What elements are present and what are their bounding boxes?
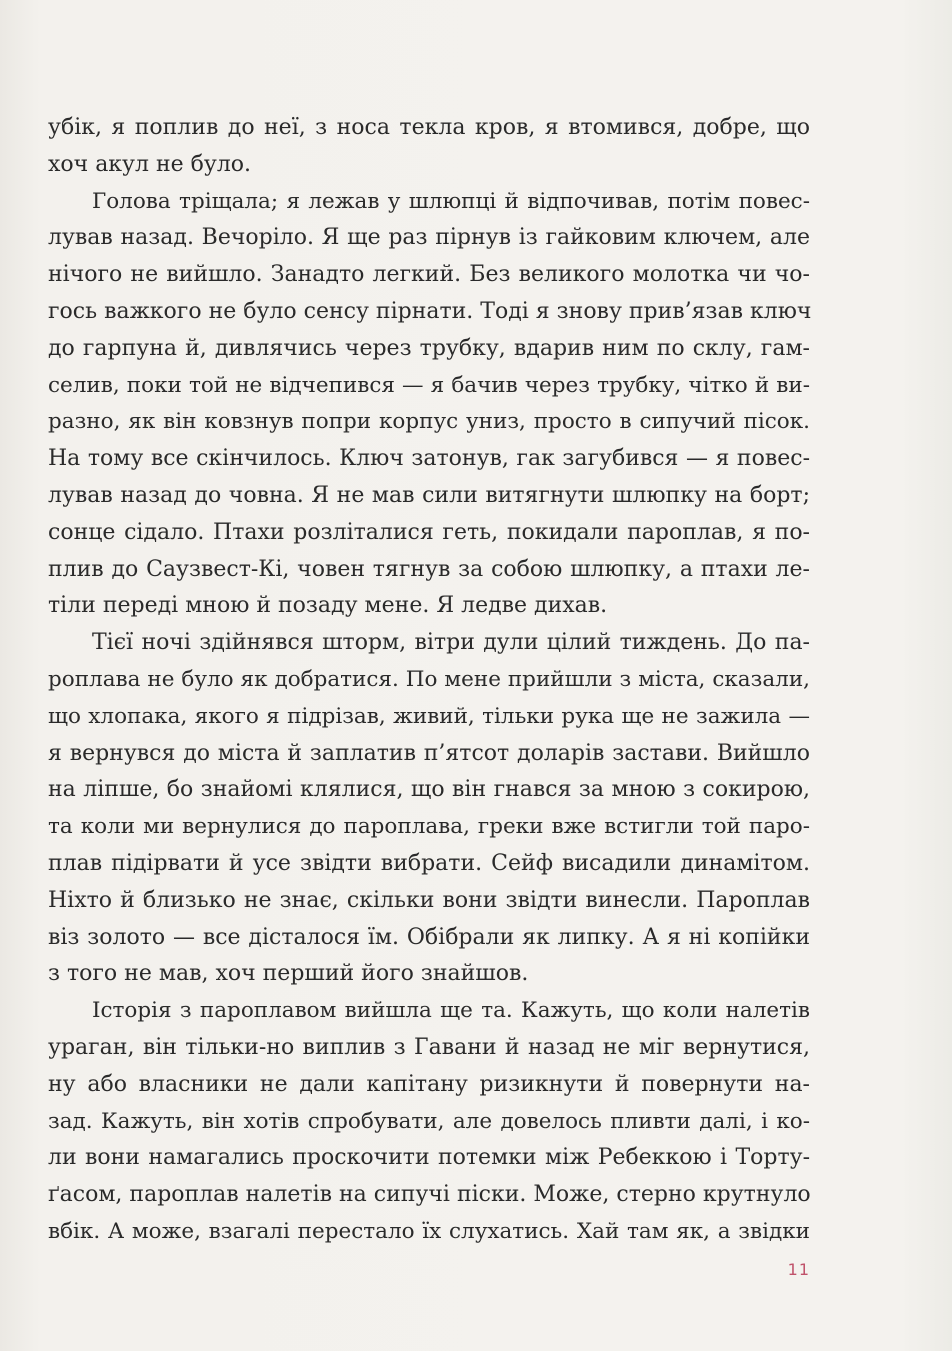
text-line: та коли ми вернулися до пароплава, греки вже встигли той паро- [48, 814, 810, 840]
text-line: селив, поки той не відчепився — я бачив через трубку, чітко й ви- [48, 372, 810, 398]
body-text [48, 110, 810, 1251]
text-line: ли вони намагались проскочити потемки між Ребеккою і Торту- [48, 1145, 810, 1171]
text-line: Ніхто й близько не знає, скільки вони звідти винесли. Пароплав [48, 887, 810, 913]
text-line: ну або власники не дали капітану ризикнути й повернути на- [48, 1071, 810, 1097]
text-line: разно, як він ковзнув попри корпус униз, просто в сипучий пісок. [48, 409, 810, 435]
text-line: я вернувся до міста й заплатив п’ятсот доларів застави. Вийшло [48, 740, 810, 766]
text-line: віз золото — все дісталося їм. Обібрали як липку. А я ні копійки [48, 924, 810, 950]
text-line: Голова тріщала; я лежав у шлюпці й відпочивав, потім повес- [92, 188, 810, 214]
page-number: 11 [787, 1260, 810, 1279]
text-line: убік, я поплив до неї, з носа текла кров, я втомився, добре, що [48, 115, 810, 140]
text-line: лував назад до човна. Я не мав сили витягнути шлюпку на борт; [48, 482, 810, 508]
text-line: плав підірвати й усе звідти вибрати. Сейф висадили динамітом. [48, 850, 810, 876]
text-line: гось важкого не було сенсу пірнати. Тоді я знову прив’язав ключ [48, 298, 812, 324]
text-line: ураган, він тільки-но виплив з Гавани й назад не міг вернутися, [48, 1034, 810, 1060]
text-line: Тієї ночі здійнявся шторм, вітри дули цілий тиждень. До па- [92, 630, 810, 656]
text-line: з того не мав, хоч перший його знайшов. [48, 961, 529, 987]
text-line: роплава не було як добратися. По мене прийшли з міста, сказали, [48, 666, 810, 692]
text-line: нічого не вийшло. Занадто легкий. Без великого молотка чи чо- [48, 262, 810, 288]
text-line: лував назад. Вечоріло. Я ще раз пірнув із гайковим ключем, але [48, 225, 810, 251]
text-line: Історія з пароплавом вийшла ще та. Кажуть, що коли налетів [92, 998, 810, 1024]
text-line: що хлопака, якого я підрізав, живий, тільки рука ще не зажила — [48, 703, 810, 729]
text-line: на ліпше, бо знайомі клялися, що він гнався за мною з сокирою, [48, 777, 810, 803]
text-line: хоч акул не було. [48, 151, 252, 177]
text-line: тіли переді мною й позаду мене. Я ледве дихав. [48, 593, 608, 619]
text-line: ґасом, пароплав налетів на сипучі піски. Може, стерно крутнуло [48, 1182, 811, 1208]
text-line: до гарпуна й, дивлячись через трубку, вдарив ним по склу, гам- [48, 335, 810, 361]
text-line: плив до Саузвест-Кі, човен тягнув за собою шлюпку, а птахи ле- [48, 556, 810, 582]
text-line: сонце сідало. Птахи розліталися геть, покидали пароплав, я по- [48, 519, 810, 545]
text-line: вбік. А може, взагалі перестало їх слухатись. Хай там як, а звідки [48, 1218, 810, 1244]
text-line: На тому все скінчилось. Ключ затонув, гак загубився — я повес- [48, 446, 810, 472]
text-line: зад. Кажуть, він хотів спробувати, але довелось пливти далі, і ко- [48, 1108, 810, 1134]
